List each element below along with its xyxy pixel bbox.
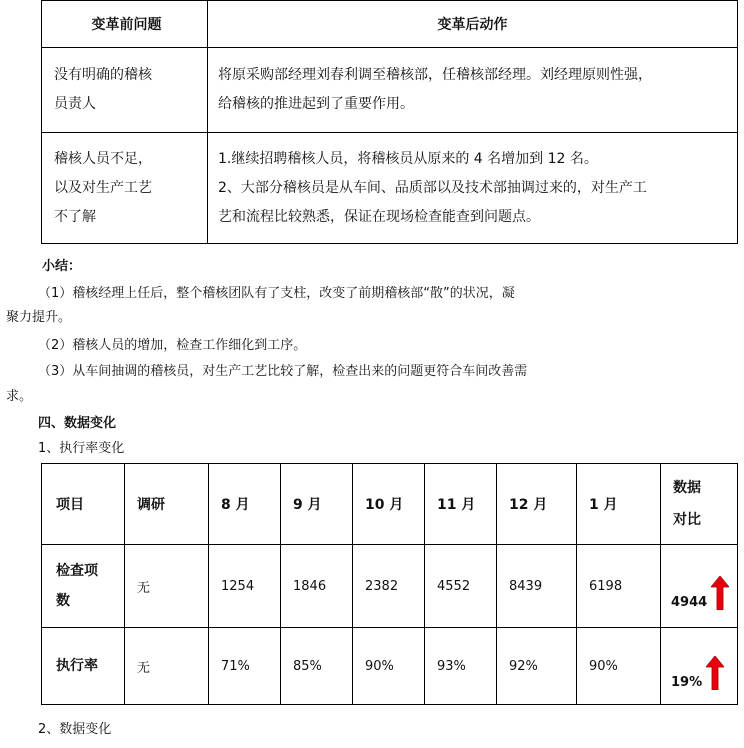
action-line: 将原采购部经理刘春利调至稽核部，任稽核部经理。刘经理原则性强， bbox=[218, 67, 652, 83]
action-line: 艺和流程比较熟悉，保证在现场检查能查到问题点。 bbox=[218, 208, 540, 225]
header-item: 项目 bbox=[42, 464, 125, 545]
header-compare-line: 数据 bbox=[673, 480, 701, 496]
header-problem: 变革前问题 bbox=[42, 1, 208, 48]
problem-line: 稽核人员不足， bbox=[54, 150, 152, 167]
table-row bbox=[42, 545, 738, 628]
compare-cell bbox=[661, 628, 738, 705]
action-line: 2、大部分稽核员是从车间、品质部以及技术部抽调过来的，对生产工 bbox=[218, 179, 647, 196]
compare-value: 19% bbox=[671, 675, 703, 690]
row-label bbox=[42, 545, 125, 628]
table-row bbox=[42, 133, 738, 244]
value-cell: 85% bbox=[281, 628, 353, 705]
header-compare bbox=[661, 464, 738, 545]
value-cell: 71% bbox=[209, 628, 281, 705]
value-cell: 8439 bbox=[497, 545, 577, 628]
subsection-title: 1、执行率变化 bbox=[38, 441, 125, 456]
header-jan: 1 月 bbox=[577, 464, 661, 545]
action-cell bbox=[208, 133, 738, 244]
value-cell: 93% bbox=[425, 628, 497, 705]
summary-title: 小结： bbox=[42, 259, 82, 274]
header-sep: 9 月 bbox=[281, 464, 353, 545]
value-cell: 92% bbox=[497, 628, 577, 705]
row-label bbox=[42, 628, 125, 705]
summary-paragraph-2: （2）稽核人员的增加，检查工作细化到工序。 bbox=[38, 338, 307, 353]
problem-line: 员责人 bbox=[54, 96, 96, 112]
execution-rate-table bbox=[41, 463, 738, 705]
header-nov: 11 月 bbox=[425, 464, 497, 545]
problem-line: 不了解 bbox=[54, 208, 96, 225]
value-cell: 90% bbox=[577, 628, 661, 705]
problem-line: 以及对生产工艺 bbox=[54, 179, 152, 196]
problem-cell bbox=[42, 48, 208, 133]
summary-paragraph-1: （1）稽核经理上任后，整个稽核团队有了支柱，改变了前期稽核部“散”的状况，凝 bbox=[38, 286, 515, 301]
row-label-line: 检查项 bbox=[56, 563, 98, 579]
survey-cell: 无 bbox=[125, 545, 209, 628]
action-cell bbox=[208, 48, 738, 133]
value-cell: 90% bbox=[353, 628, 425, 705]
value-cell: 2382 bbox=[353, 545, 425, 628]
problem-cell bbox=[42, 133, 208, 244]
summary-paragraph-1-cont: 聚力提升。 bbox=[6, 310, 72, 325]
header-dec: 12 月 bbox=[497, 464, 577, 545]
compare-cell bbox=[661, 545, 738, 628]
value-cell: 1846 bbox=[281, 545, 353, 628]
summary-paragraph-3: （3）从车间抽调的稽核员，对生产工艺比较了解，检查出来的问题更符合车间改善需 bbox=[38, 364, 528, 379]
compare-value: 4944 bbox=[671, 595, 708, 610]
reform-table bbox=[41, 0, 738, 244]
section-title: 四、数据变化 bbox=[38, 416, 117, 431]
header-survey: 调研 bbox=[125, 464, 209, 545]
problem-line: 没有明确的稽核 bbox=[54, 67, 152, 83]
row-label-line: 数 bbox=[56, 593, 70, 609]
up-arrow-icon bbox=[711, 576, 729, 610]
header-oct: 10 月 bbox=[353, 464, 425, 545]
table-header-row bbox=[42, 464, 738, 545]
table-row bbox=[42, 628, 738, 705]
action-line: 给稽核的推进起到了重要作用。 bbox=[218, 96, 414, 112]
subsection-title: 2、数据变化 bbox=[38, 722, 112, 737]
reform-table-header bbox=[42, 1, 738, 48]
action-line: 1.继续招聘稽核人员，将稽核员从原来的 4 名增加到 12 名。 bbox=[218, 150, 598, 167]
row-label-line: 执行率 bbox=[56, 658, 98, 674]
value-cell: 4552 bbox=[425, 545, 497, 628]
value-cell: 6198 bbox=[577, 545, 661, 628]
survey-cell: 无 bbox=[125, 628, 209, 705]
value-cell: 1254 bbox=[209, 545, 281, 628]
header-aug: 8 月 bbox=[209, 464, 281, 545]
table-row bbox=[42, 48, 738, 133]
up-arrow-icon bbox=[706, 656, 724, 690]
header-action: 变革后动作 bbox=[208, 1, 738, 48]
summary-paragraph-3-cont: 求。 bbox=[6, 389, 33, 404]
header-compare-line: 对比 bbox=[673, 512, 701, 528]
